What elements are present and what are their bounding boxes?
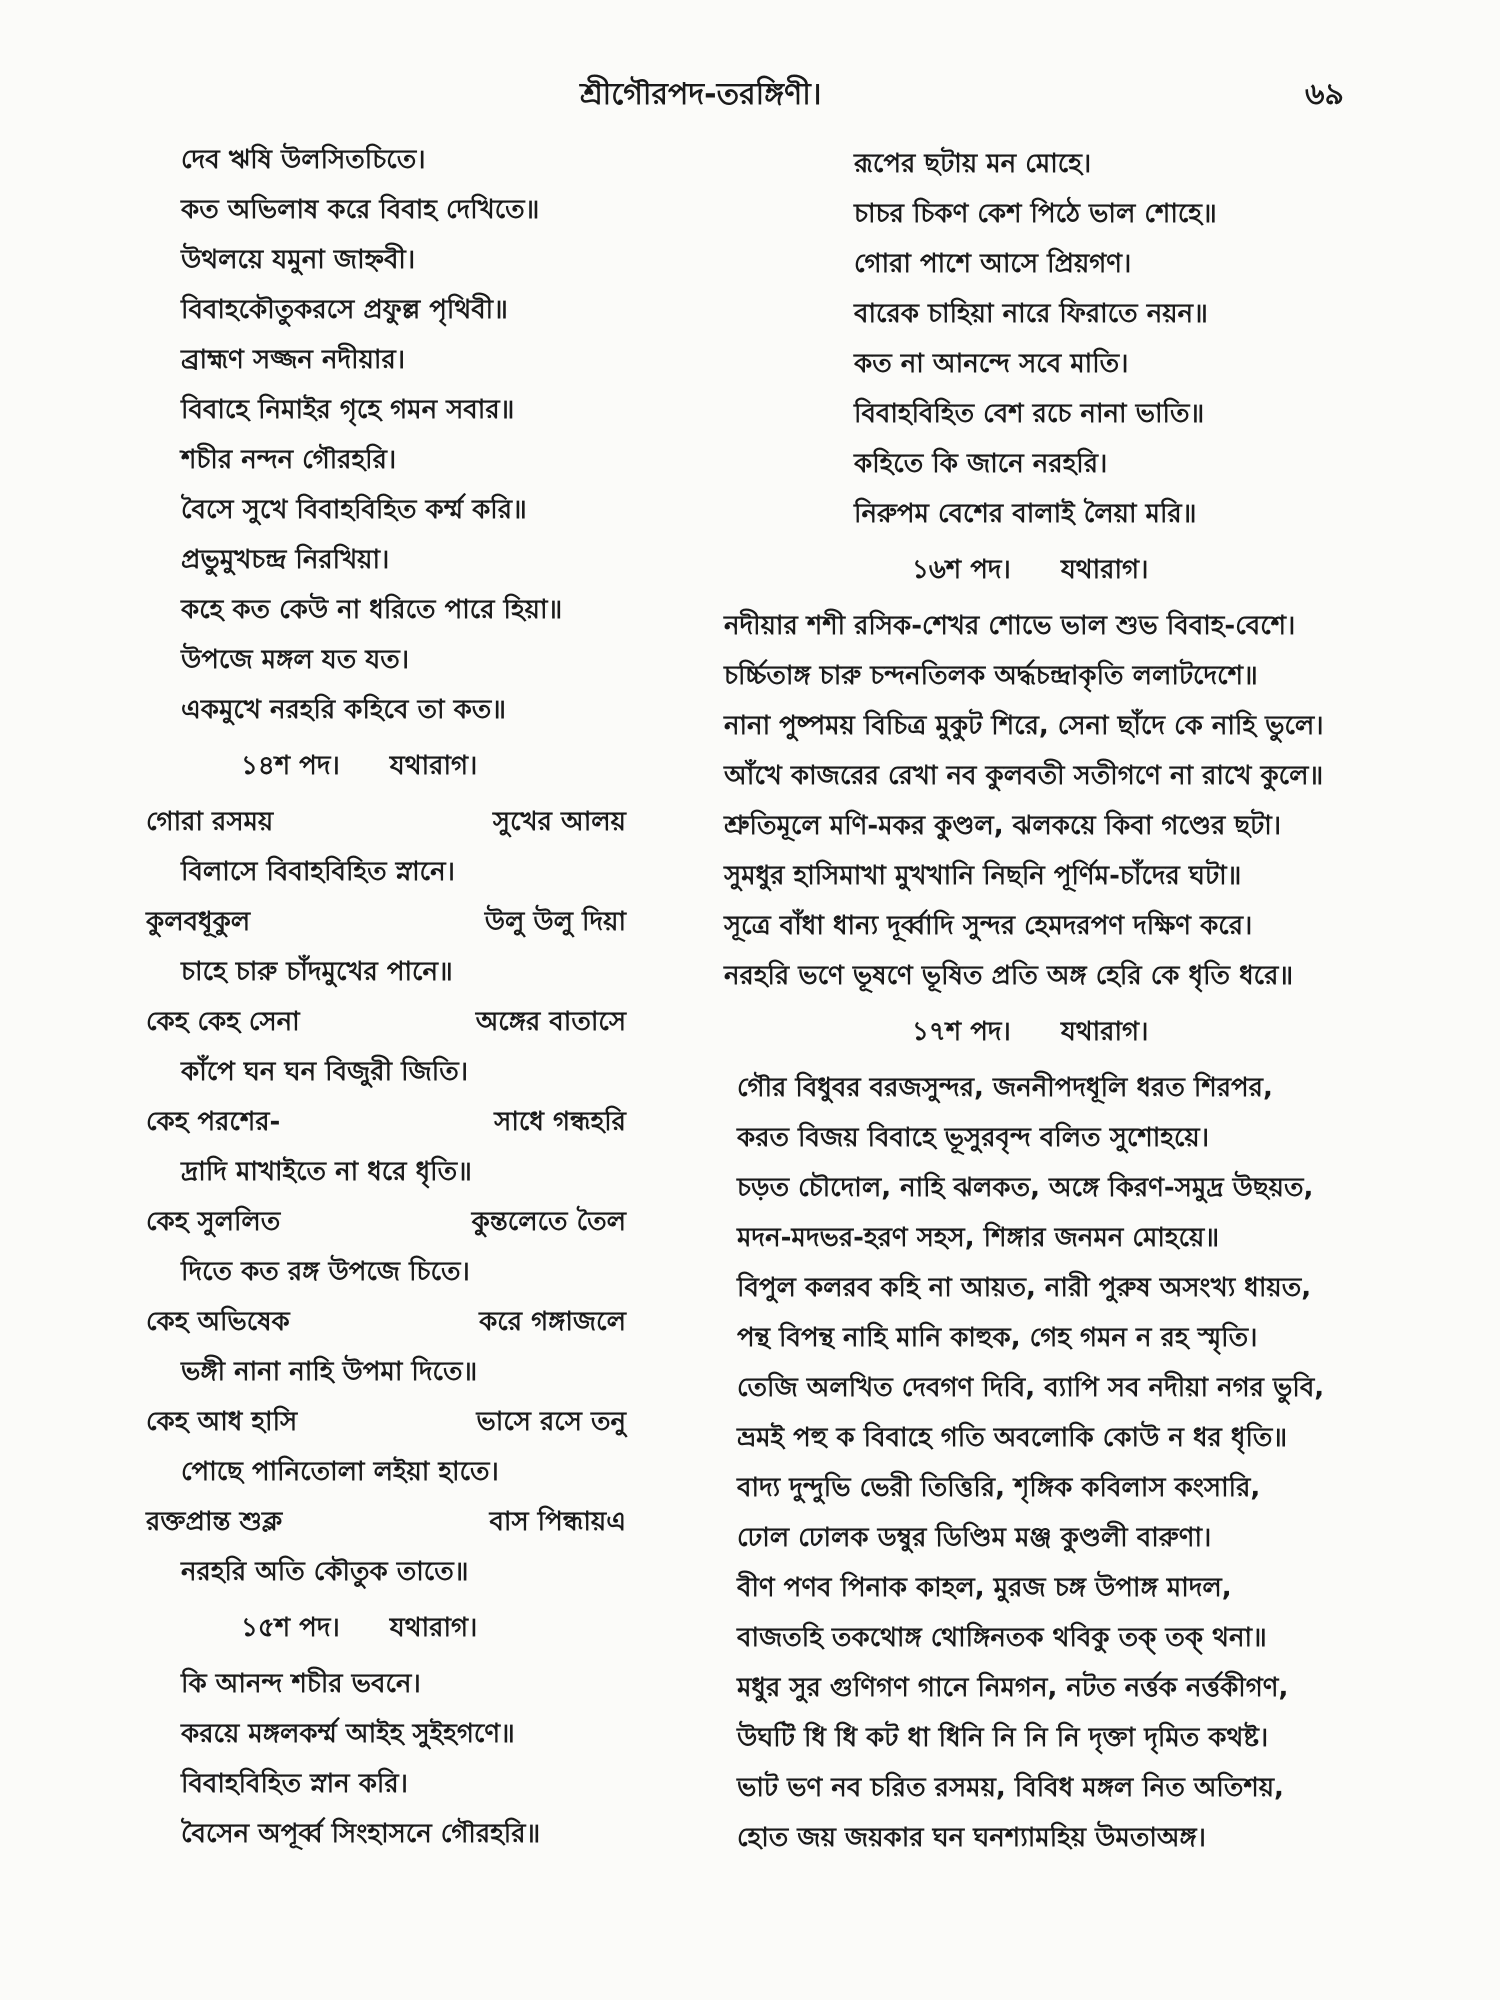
verse-line: ভঙ্গী নানা নাহি উপমা দিতে॥ [181, 1357, 478, 1387]
verse-pair [146, 997, 626, 1047]
verse-line: দ্রাদি মাখাইতে না ধরে ধৃতি॥ [181, 1157, 472, 1187]
verse-line: ব্রাহ্মণ সজ্জন নদীয়ার। [181, 345, 406, 375]
verse-line: উঘটি ধি ধি কট ধা ধিনি নি নি নি দৃক্তা দৃমিত কথষ্ট। [737, 1723, 1269, 1753]
raga-label: যথারাগ। [389, 751, 478, 781]
verse-line: আঁখে কাজরের রেখা নব কুলবতী সতীগণে না রাখে কুলে॥ [724, 761, 1324, 791]
verse-line: গৌর বিধুবর বরজসুন্দর, জননীপদধূলি ধরত শিরপর, [737, 1073, 1273, 1103]
verse-line: কহে কত কেউ না ধরিতে পারে হিয়া॥ [181, 595, 563, 625]
verse-line: করয়ে মঙ্গলকর্ম্ম আইহ সুইহগণে॥ [181, 1719, 515, 1749]
verse-line: হোত জয় জয়কার ঘন ঘনশ্যামহিয় উমতাঅঙ্গ। [737, 1823, 1206, 1853]
section-number: ১৫শ পদ। [241, 1613, 340, 1643]
verse-line: বিবাহবিহিত বেশ রচে নানা ভাতি॥ [854, 399, 1205, 429]
verse-line: একমুখে নরহরি কহিবে তা কত॥ [181, 695, 507, 725]
verse-line: বিবাহবিহিত স্নান করি। [181, 1769, 408, 1799]
verse-pair [146, 1197, 626, 1247]
verse-line: পোছে পানিতোলা লইয়া হাতে। [181, 1457, 499, 1487]
verse-pair [146, 1097, 626, 1147]
verse-line: ভাট ভণ নব চরিত রসময়, বিবিধ মঙ্গল নিত অতিশয়, [737, 1773, 1284, 1803]
verse-line: চড়ত চৌদোল, নাহি ঝলকত, অঙ্গে কিরণ-সমুদ্র উছয়ত, [737, 1173, 1314, 1203]
verse-line: বাদ্য দুন্দুভি ভেরী তিত্তিরি, শৃঙ্গিক কবিলাস কংসারি, [737, 1473, 1261, 1503]
verse-line: শ্রুতিমূলে মণি-মকর কুণ্ডল, ঝলকয়ে কিবা গণ্ডের ছটা। [724, 811, 1282, 841]
verse-line: বিবাহকৌতুকরসে প্রফুল্ল পৃথিবী॥ [181, 295, 508, 325]
verse-line: কাঁপে ঘন ঘন বিজুরী জিতি। [181, 1057, 469, 1087]
verse-line: বাজতহি তকথোঙ্গ থোঙ্গিনতক থবিকু তক্ তক্ থনা॥ [737, 1623, 1267, 1653]
left-column [146, 135, 626, 1859]
verse-line: কত অভিলাষ করে বিবাহ দেখিতে॥ [181, 195, 540, 225]
verse-left: কেহ আধ হাসি [146, 1407, 298, 1437]
verse-line: প্রভুমুখচন্দ্র নিরখিয়া। [181, 545, 390, 575]
verse-pair [146, 897, 626, 947]
running-title: শ্রীগৌরপদ-তরঙ্গিণী। [580, 77, 822, 112]
verse-line: বারেক চাহিয়া নারে ফিরাতে নয়ন॥ [854, 299, 1208, 329]
verse-line: ভ্রমই পহু ক বিবাহে গতি অবলোকি কোউ ন ধর ধৃতি॥ [737, 1423, 1288, 1453]
verse-line: নদীয়ার শশী রসিক-শেখর শোভে ভাল শুভ বিবাহ-বেশে। [724, 611, 1296, 641]
raga-label: যথারাগ। [389, 1613, 478, 1643]
section-heading [146, 735, 626, 797]
verse-line: নিরুপম বেশের বালাই লৈয়া মরি॥ [854, 499, 1197, 529]
verse-left: কেহ কেহ সেনা [146, 1007, 300, 1037]
verse-pair [146, 1297, 626, 1347]
verse-right: উলু উলু দিয়া [484, 907, 626, 937]
verse-line: কত না আনন্দে সবে মাতি। [854, 349, 1129, 379]
verse-line: বৈসেন অপূর্ব্ব সিংহাসনে গৌরহরি॥ [181, 1819, 541, 1849]
verse-line: চর্চ্চিতাঙ্গ চারু চন্দনতিলক অর্দ্ধচন্দ্রাকৃতি ললাটদেশে॥ [724, 661, 1258, 691]
verse-right: সাধে গন্ধহরি [494, 1107, 626, 1137]
verse-line: তেজি অলখিত দেবগণ দিবি, ব্যাপি সব নদীয়া নগর ভুবি, [737, 1373, 1325, 1403]
verse-line: মদন-মদভর-হরণ সহস, শিঙ্গার জনমন মোহয়ে॥ [737, 1223, 1220, 1253]
section-heading [724, 539, 1384, 601]
section-number: ১৬শ পদ। [912, 555, 1011, 585]
verse-line: শচীর নন্দন গৌরহরি। [181, 445, 397, 475]
page-number: ৬৯ [1305, 77, 1344, 112]
verse-left: রক্তপ্রান্ত শুক্ল [146, 1507, 283, 1537]
verse-right: কুন্তলেতে তৈল [471, 1207, 626, 1237]
raga-label: যথারাগ। [1060, 1017, 1149, 1047]
verse-line: রূপের ছটায় মন মোহে। [854, 149, 1092, 179]
verse-pair [146, 1397, 626, 1447]
verse-line: মধুর সুর গুণিগণ গানে নিমগন, নটত নর্ত্তক নর্ত্তকীগণ, [737, 1673, 1289, 1703]
verse-left: কেহ সুললিত [146, 1207, 281, 1237]
raga-label: যথারাগ। [1060, 555, 1149, 585]
verse-line: কহিতে কি জানে নরহরি। [854, 449, 1108, 479]
right-column [724, 139, 1384, 1863]
verse-line: ঢোল ঢোলক ডম্বুর ডিণ্ডিম মঞ্জ কুণ্ডলী বারুণা। [737, 1523, 1212, 1553]
verse-line: বিপুল কলরব কহি না আয়ত, নারী পুরুষ অসংখ্য ধায়ত, [737, 1273, 1312, 1303]
verse-pair [146, 797, 626, 847]
verse-line: বীণ পণব পিনাক কাহল, মুরজ চঙ্গ উপাঙ্গ মাদল, [737, 1573, 1232, 1603]
verse-left: কেহ পরশের- [146, 1107, 281, 1137]
verse-line: সুমধুর হাসিমাখা মুখখানি নিছনি পূর্ণিম-চাঁদের ঘটা॥ [724, 861, 1242, 891]
verse-line: কি আনন্দ শচীর ভবনে। [181, 1669, 421, 1699]
verse-line: নরহরি অতি কৌতুক তাতে॥ [181, 1557, 469, 1587]
verse-left: গোরা রসময় [146, 807, 274, 837]
verse-line: দিতে কত রঙ্গ উপজে চিতে। [181, 1257, 470, 1287]
verse-pair [146, 1497, 626, 1547]
verse-line: গোরা পাশে আসে প্রিয়গণ। [854, 249, 1132, 279]
section-number: ১৪শ পদ। [241, 751, 340, 781]
section-heading [146, 1597, 626, 1659]
verse-right: করে গঙ্গাজলে [479, 1307, 626, 1337]
verse-right: ভাসে রসে তনু [476, 1407, 626, 1437]
verse-line: পন্থ বিপন্থ নাহি মানি কাহুক, গেহ গমন ন রহ স্মৃতি। [737, 1323, 1258, 1353]
verse-right: অঙ্গের বাতাসে [475, 1007, 626, 1037]
verse-line: চাহে চারু চাঁদমুখের পানে॥ [181, 957, 453, 987]
verse-line: উপজে মঙ্গল যত যত। [181, 645, 410, 675]
verse-line: নানা পুষ্পময় বিচিত্র মুকুট শিরে, সেনা ছাঁদে কে নাহি ভুলে। [724, 711, 1324, 741]
verse-line: দেব ঋষি উলসিতচিতে। [181, 145, 426, 175]
verse-line: বিবাহে নিমাইর গৃহে গমন সবার॥ [181, 395, 515, 425]
verse-line: চাচর চিকণ কেশ পিঠে ভাল শোহে॥ [854, 199, 1217, 229]
verse-line: উথলয়ে যমুনা জাহ্নবী। [181, 245, 416, 275]
section-number: ১৭শ পদ। [912, 1017, 1011, 1047]
verse-right: সুখের আলয় [492, 807, 626, 837]
verse-line: বৈসে সুখে বিবাহবিহিত কর্ম্ম করি॥ [181, 495, 527, 525]
section-heading [724, 1001, 1384, 1063]
verse-left: কুলবধূকুল [146, 907, 251, 937]
verse-line: সূত্রে বাঁধা ধান্য দূর্ব্বাদি সুন্দর হেমদরপণ দক্ষিণ করে। [724, 911, 1253, 941]
verse-right: বাস পিন্ধায়এ [489, 1507, 626, 1537]
verse-line: করত বিজয় বিবাহে ভূসুরবৃন্দ বলিত সুশোহয়ে। [737, 1123, 1210, 1153]
verse-line: নরহরি ভণে ভূষণে ভূষিত প্রতি অঙ্গ হেরি কে ধৃতি ধরে॥ [724, 961, 1294, 991]
verse-line: বিলাসে বিবাহবিহিত স্নানে। [181, 857, 455, 887]
verse-left: কেহ অভিষেক [146, 1307, 290, 1337]
